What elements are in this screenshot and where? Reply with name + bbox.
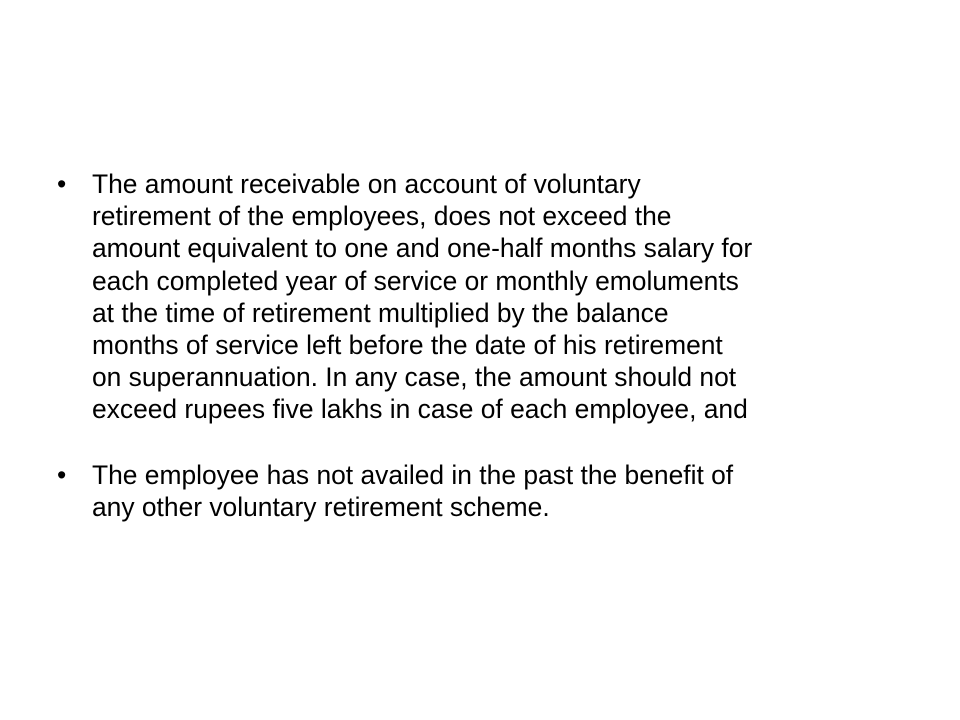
bullet-item-voluntary-retirement-amount <box>57 168 907 426</box>
bullet-text-line: amount equivalent to one and one-half months salary for <box>92 233 753 264</box>
bullet-text-line: on superannuation. In any case, the amount should not <box>92 362 737 393</box>
bullet-item-no-prior-scheme <box>57 459 907 523</box>
bullet-text-line: each completed year of service or monthly emoluments <box>92 265 739 296</box>
bullet-icon: • <box>57 459 67 490</box>
bullet-text-line: at the time of retirement multiplied by the balance <box>92 297 669 328</box>
bullet-text-line: The amount receivable on account of voluntary <box>92 169 641 199</box>
bullet-text-line: The employee has not availed in the past the benefit of <box>92 459 734 490</box>
bullet-list <box>57 168 907 523</box>
bullet-text-line: retirement of the employees, does not exceed the <box>92 201 672 232</box>
bullet-text-line: months of service left before the date of his retirement <box>92 330 723 361</box>
bullet-icon: • <box>57 169 67 199</box>
bullet-text-line: any other voluntary retirement scheme. <box>92 491 550 522</box>
bullet-text-line: exceed rupees five lakhs in case of each employee, and <box>92 394 748 425</box>
